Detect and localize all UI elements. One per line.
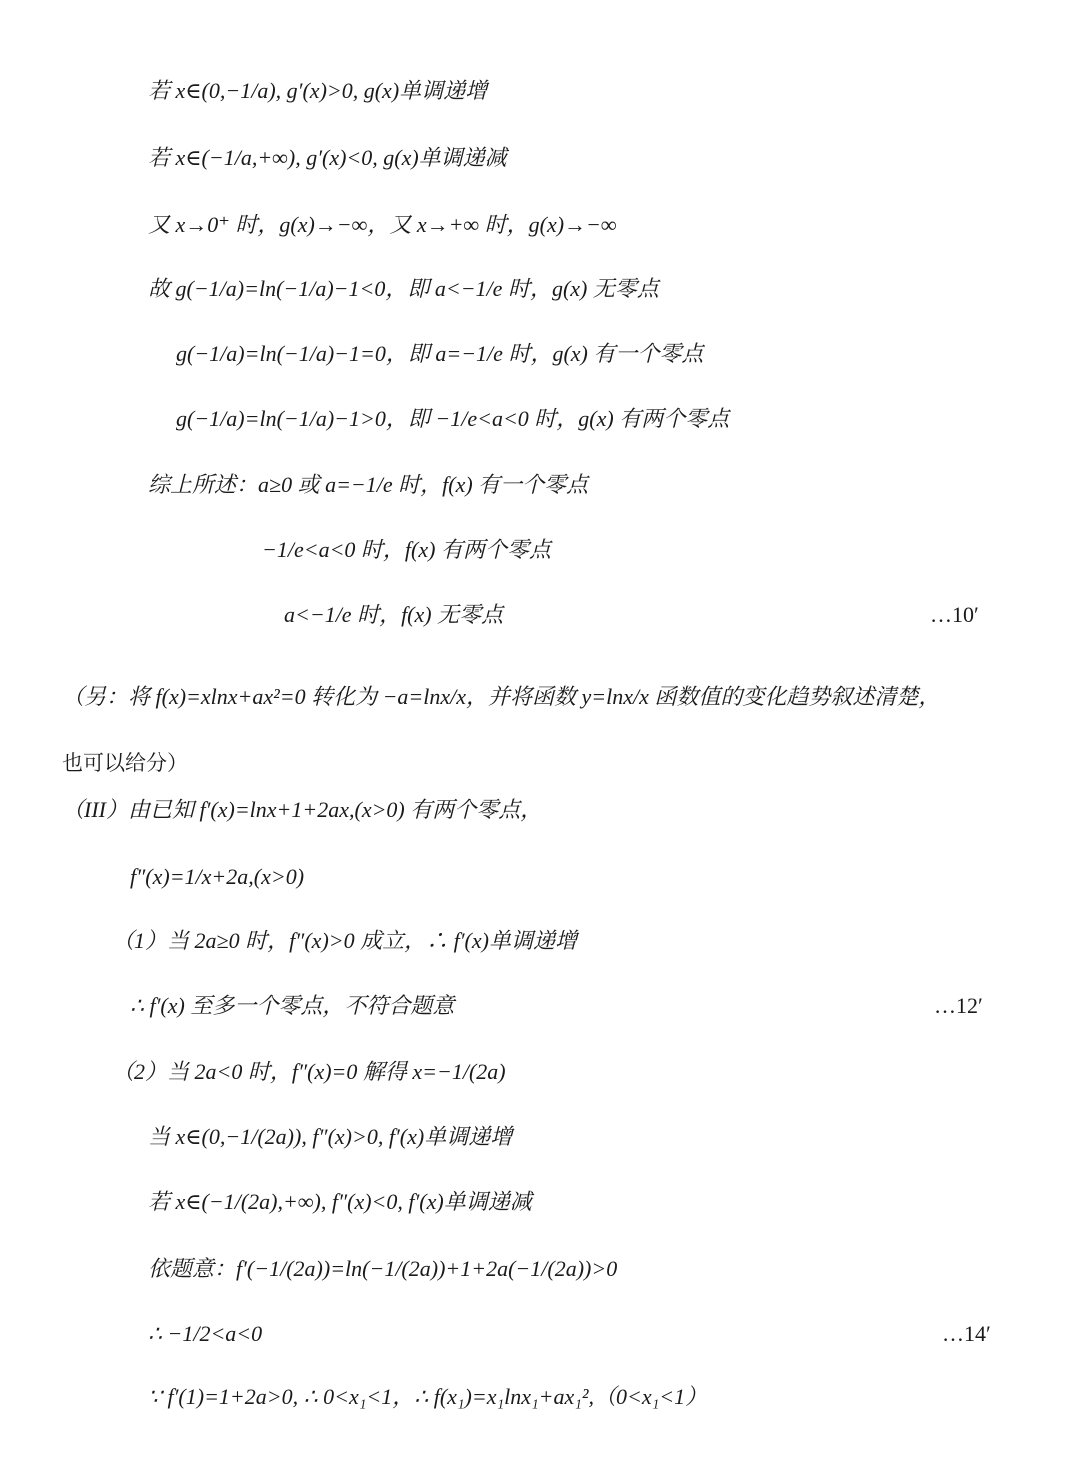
line-fprime-increasing: 当 x∈(0,−1/(2a)), f″(x)>0, f′(x)单调递增 <box>148 1124 513 1149</box>
line-case-two-zeros: g(−1/a)=ln(−1/a)−1>0，即 −1/e<a<0 时，g(x) 有两个零点 <box>176 406 730 431</box>
line-condition: 依题意：f′(−1/(2a))=ln(−1/(2a))+1+2a(−1/(2a))>0 <box>148 1256 618 1281</box>
line-fprime-decreasing: 若 x∈(−1/(2a),+∞), f″(x)<0, f′(x)单调递减 <box>148 1189 532 1214</box>
line-summary-one-zero: 综上所述：a≥0 或 a=−1/e 时，f(x) 有一个零点 <box>148 472 589 497</box>
line-case-one-zero: g(−1/a)=ln(−1/a)−1=0，即 a=−1/e 时，g(x) 有一个零点 <box>176 341 704 366</box>
line-limits: 又 x→0⁺ 时，g(x)→−∞，又 x→+∞ 时，g(x)→−∞ <box>148 212 617 237</box>
score-mark-14: …14′ <box>942 1321 991 1346</box>
line-x1-expression: ∵ f′(1)=1+2a>0, ∴ 0<x₁<1，∴ f(x₁)=x₁lnx₁+ax₁²,（0<x₁<1） <box>148 1384 708 1409</box>
line-part-iii-given: （III）由已知 f′(x)=lnx+1+2ax,(x>0) 有两个零点， <box>62 797 543 822</box>
line-case-1-conclusion: ∴ f′(x) 至多一个零点，不符合题意 <box>130 993 455 1018</box>
line-second-derivative: f″(x)=1/x+2a,(x>0) <box>130 864 305 889</box>
line-summary-two-zeros: −1/e<a<0 时，f(x) 有两个零点 <box>262 537 551 562</box>
line-g-increasing: 若 x∈(0,−1/a), g′(x)>0, g(x)单调递增 <box>148 78 488 103</box>
score-mark-12: …12′ <box>934 993 983 1018</box>
score-mark-10: …10′ <box>930 602 979 627</box>
line-alternative-credit: 也可以给分） <box>62 751 188 775</box>
line-a-range: ∴ −1/2<a<0 <box>148 1321 263 1346</box>
line-g-decreasing: 若 x∈(−1/a,+∞), g′(x)<0, g(x)单调递减 <box>148 145 507 170</box>
line-alternative-method: （另：将 f(x)=xlnx+ax²=0 转化为 −a=lnx/x，并将函数 y=lnx/x 函数值的变化趋势叙述清楚， <box>62 684 941 709</box>
line-case-2: （2）当 2a<0 时，f″(x)=0 解得 x=−1/(2a) <box>112 1059 506 1084</box>
line-summary-no-zero: a<−1/e 时，f(x) 无零点 <box>284 602 504 627</box>
line-case-1: （1）当 2a≥0 时，f″(x)>0 成立，∴ f′(x)单调递增 <box>112 928 577 953</box>
line-case-no-zero: 故 g(−1/a)=ln(−1/a)−1<0，即 a<−1/e 时，g(x) 无零点 <box>148 276 659 301</box>
